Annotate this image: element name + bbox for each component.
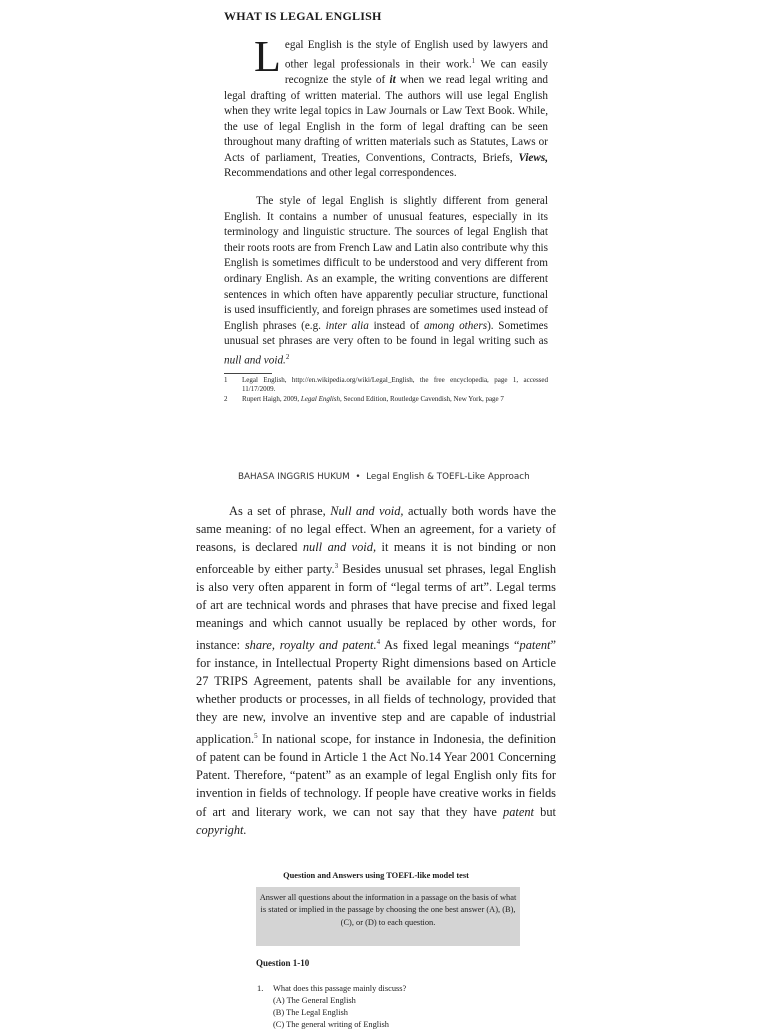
- footnote-2: [224, 395, 548, 404]
- paragraph-3-text: In national scope, for instance in Indonesia, the definition of patent can be found in Article 1 the Act No.14 Year 2001 Concerning Patent. Therefore, “patent” as an example of legal English only fits for invention in fields of technology. If people have creative works in fields of art and literary work, we can not say that they have: [196, 731, 556, 819]
- paragraph-3-text: ” for instance, in Intellectual Property Right dimensions based on Article 27 TRIPS Agreement, patents shall be available for any inventions, whether products or processes, in all fields of technology, provided that they are new, involve an inventive step and are capable of industrial application.: [196, 637, 556, 746]
- question-1: [257, 984, 406, 993]
- footnote-text-part: Rupert Haigh, 2009,: [242, 394, 301, 403]
- footnotes: [224, 376, 548, 404]
- footnote-ref-1: 1: [471, 56, 476, 65]
- footnote-ref-4: 4: [376, 637, 381, 646]
- paragraph-2-text: The style of legal English is slightly different from general English. It contains a number of unusual features, especially in its terminology and linguistic structure. The sources of legal English that their roots roots are from French Law and Latin also contribute why this English is sometimes difficult to be understood and very different from ordinary English. As an example, the writing conventions are different sentences in which often have apparently peculiar structure, functional is used insufficiently, and foreign phrases are sometimes used instead of English phrases (e.g.: [224, 195, 548, 332]
- paragraph-3-text: actually both words have the same meaning: of no legal effect. When an agreement, for a variety of reasons, is declared: [196, 504, 556, 555]
- option-b: (B) The Legal English: [273, 1008, 348, 1017]
- paragraph-1-text: egal English is the style of English used by lawyers and other legal professionals in their work.: [284, 39, 548, 71]
- italic-terms: share, royalty and patent.: [244, 637, 377, 652]
- footnote-number: 2: [224, 394, 228, 403]
- footnote-ref-5: 5: [254, 731, 258, 740]
- italic-patent: patent: [503, 804, 534, 819]
- emphasis-views: Views,: [518, 151, 548, 164]
- paragraph-1-text: Recommendations and other legal correspondences.: [224, 167, 457, 180]
- paragraph-2-text: instead of: [368, 319, 424, 332]
- paragraph-3-text: As a set of phrase,: [229, 504, 331, 518]
- question-number: 1.: [257, 984, 264, 993]
- italic-null-and-void: null and void.: [224, 354, 286, 367]
- drop-cap: L: [254, 32, 281, 81]
- footnote-divider: [224, 373, 272, 374]
- italic-copyright: copyright.: [196, 822, 247, 837]
- italic-null-and-void: Null and void,: [330, 504, 404, 518]
- footnote-number: 1: [224, 376, 228, 384]
- footnote-ref-3: 3: [334, 561, 339, 570]
- paragraph-2-text: ). Sometimes unusual set phrases are very often to be found in legal writing such as: [224, 319, 548, 348]
- option-a: (A) The General English: [273, 996, 356, 1005]
- paragraph-1-text: We can easily recognize the style of: [284, 58, 549, 86]
- footnote-text: [242, 395, 548, 404]
- italic-among-others: among others: [423, 319, 488, 332]
- paragraph-3: [196, 502, 556, 839]
- italic-inter-alia: inter alia: [325, 319, 369, 332]
- italic-null-and-void: null and void,: [302, 540, 377, 555]
- page-title: WHAT IS LEGAL ENGLISH: [224, 9, 382, 23]
- footnote-ref-2: 2: [285, 352, 290, 361]
- footnote-text-part: Second Edition, Routledge Cavendish, New York, page 7: [341, 394, 504, 403]
- instructions-text: Answer all questions about the information in a passage on the basis of what is stated or implied in the passage by choosing the one best answer (A), (B), (C), or (D) to each question.: [259, 893, 517, 927]
- paragraph-1: [224, 32, 549, 182]
- question-text: What does this passage mainly discuss?: [273, 984, 407, 993]
- paragraph-1-text: when we read legal writing and legal drafting of written material. The authors will use legal English when they write legal topics in Law Journals or Law Text Book. While, the use of legal English in the form of legal drafting can be seen throughout many drafting of written materials such as Statutes, Laws or Acts of parliament, Treaties, Conventions, Contracts, Briefs,: [224, 73, 549, 164]
- paragraph-3-text: but: [533, 804, 556, 819]
- paragraph-2: [224, 194, 548, 369]
- qa-section-title: Question and Answers using TOEFL-like model test: [283, 871, 469, 880]
- footnote-italic: Legal English,: [300, 394, 342, 403]
- question-range: Question 1-10: [256, 958, 310, 968]
- footnote-1: [224, 376, 548, 395]
- running-header: BAHASA INGGRIS HUKUM • Legal English & TOEFL-Like Approach: [238, 472, 530, 482]
- paragraph-3-text: Besides unusual set phrases, legal English is also very often apparent in form of “legal terms of art”. Legal terms of art are technical words and phrases that have precise and fixed legal meanings and which cannot usually be replaced by other words, for instance:: [196, 561, 557, 652]
- footnote-text: Legal English, http://en.wikipedia.org/wiki/Legal_English, the free encyclopedia, page 1, accessed 11/17/2009.: [242, 376, 548, 394]
- paragraph-3-text: As fixed legal meanings “: [380, 637, 520, 652]
- paragraph-3-text: it means it is not binding or non enforceable by either party.: [196, 540, 556, 576]
- emphasis-it: it: [389, 73, 396, 86]
- italic-patent: patent: [519, 637, 551, 652]
- option-c: (C) The general writing of English: [273, 1020, 389, 1029]
